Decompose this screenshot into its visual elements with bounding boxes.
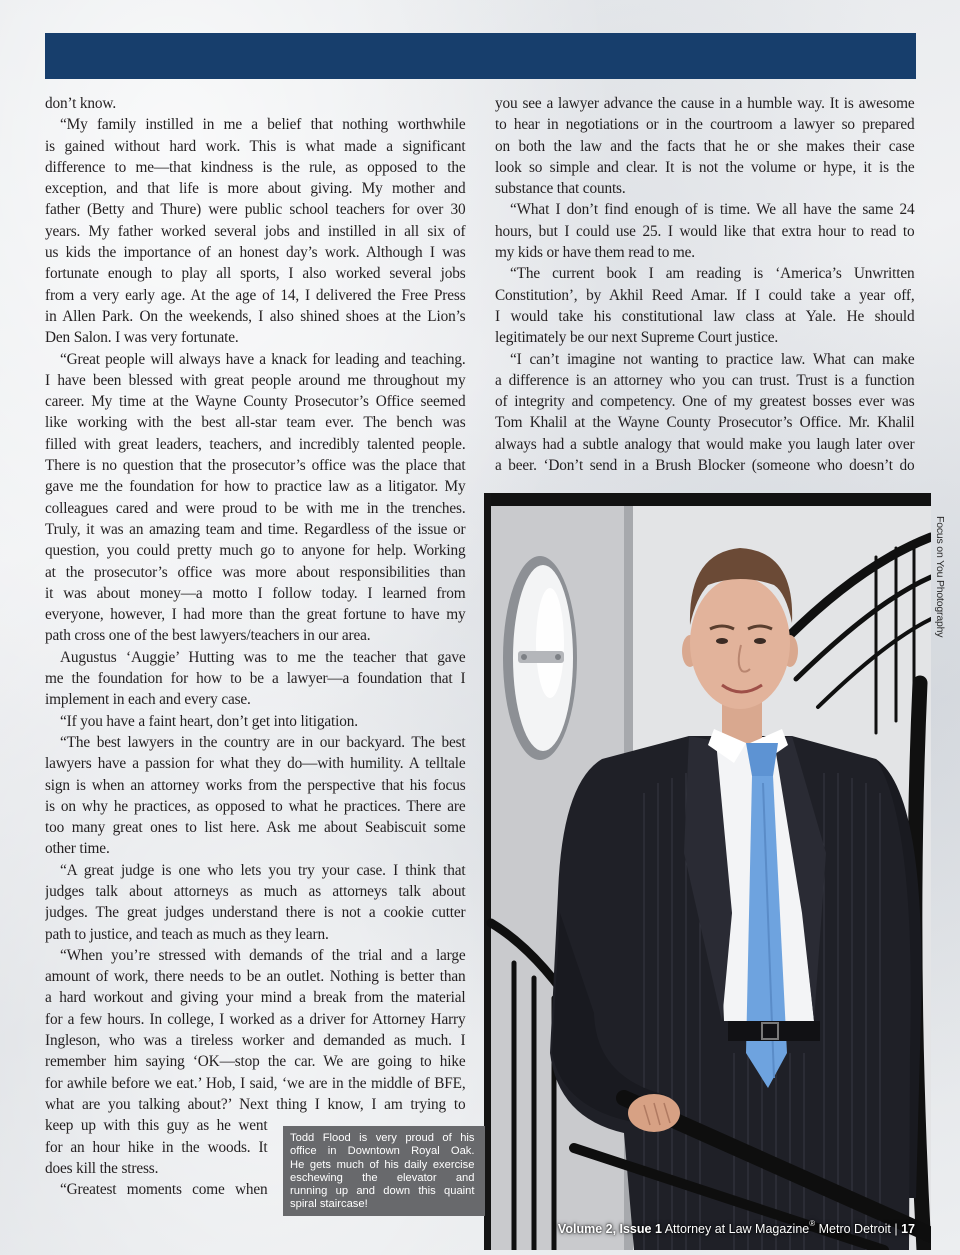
text-line-content: me the foundation for how to be a lawyer—a foundation that I xyxy=(45,670,466,688)
left-eye xyxy=(716,638,728,644)
text-line xyxy=(495,242,915,263)
text-line-content: “Greatest moments come when xyxy=(60,1181,268,1199)
text-line xyxy=(495,327,915,348)
text-line-content: exception, and that life is more about giving. My mother and xyxy=(45,180,466,198)
paragraph xyxy=(45,860,466,945)
text-line-content: for an hour hike in the woods. It xyxy=(45,1138,268,1156)
text-line-content: a beer. ‘Don’t send in a Brush Blocker (someone who doesn’t do xyxy=(495,457,915,475)
paragraph xyxy=(495,93,915,199)
text-line xyxy=(45,370,466,391)
text-line xyxy=(45,157,466,178)
text-line xyxy=(45,412,466,433)
text-line xyxy=(45,1009,466,1030)
paragraph xyxy=(495,263,915,348)
issue-label: Volume 2, Issue 1 xyxy=(557,1222,662,1236)
text-line xyxy=(495,93,915,114)
text-line-content: too many great ones to list here. Ask me about Seabiscuit some xyxy=(45,819,466,837)
text-line xyxy=(45,285,466,306)
text-line-content: everyone, however, I had more than the great fortune to have my xyxy=(45,606,466,624)
text-line xyxy=(45,668,466,689)
text-line xyxy=(45,349,466,370)
paragraph xyxy=(495,349,915,477)
text-line xyxy=(495,285,915,306)
text-line-content: career. My time at the Wayne County Prosecutor’s Office seemed xyxy=(45,393,466,411)
text-line-content: for awhile before we eat.’ Hob, I said, ‘we are in the middle of BFE, xyxy=(45,1074,466,1092)
text-line-content: gave me the foundation for how to practice law as a litigator. My xyxy=(45,478,466,496)
text-line xyxy=(45,1073,466,1094)
text-line xyxy=(45,476,466,497)
text-line-content: “If you have a faint heart, don’t get into litigation. xyxy=(60,712,358,730)
text-line-content: my kids or have them read to me. xyxy=(495,244,695,262)
text-line xyxy=(45,881,466,902)
hand xyxy=(628,1094,680,1132)
text-line xyxy=(45,647,466,668)
text-line-content: other time. xyxy=(45,840,110,858)
text-line xyxy=(495,157,915,178)
text-line xyxy=(45,817,466,838)
edition-name: Metro Detroit xyxy=(818,1222,891,1236)
photo-caption xyxy=(283,1126,485,1216)
text-line xyxy=(45,221,466,242)
text-line-content: legitimately be our next Supreme Court justice. xyxy=(495,329,779,347)
text-line-content: is gained without hard work. This is what made a significant xyxy=(45,137,466,155)
text-line-content: I have been blessed with great people around me throughout my xyxy=(45,371,466,389)
text-line xyxy=(45,455,466,476)
text-line xyxy=(45,1158,268,1179)
text-line xyxy=(45,689,466,710)
text-line-content: substance that counts. xyxy=(495,180,626,198)
paragraph xyxy=(45,114,466,348)
text-line xyxy=(45,199,466,220)
text-line-content: lawyers have a passion for what they do—with humility. A telltale xyxy=(45,755,466,773)
text-line-content: “The current book I am reading is ‘America’s Unwritten xyxy=(510,265,915,283)
top-banner xyxy=(45,33,916,79)
text-line xyxy=(290,1132,475,1145)
text-line xyxy=(45,924,466,945)
page-footer xyxy=(558,1220,915,1238)
text-line-content: Truly, it was an amazing team and time. Regardless of the issue or xyxy=(45,520,466,538)
text-line xyxy=(495,349,915,370)
text-line-content: remember him saying ‘OK—stop the car. We are going to hike xyxy=(45,1053,466,1071)
paragraph xyxy=(45,732,466,860)
paragraph xyxy=(45,349,466,647)
text-line-content: a hard workout and giving your mind a break from the material xyxy=(45,989,466,1007)
page-number: 17 xyxy=(901,1222,915,1236)
face xyxy=(690,577,790,709)
lamp-screw xyxy=(521,654,527,660)
text-line xyxy=(45,732,466,753)
text-line-content: father (Betty and Thure) were public school teachers for over 30 xyxy=(45,201,466,219)
text-line xyxy=(495,370,915,391)
text-line-content: a difference is an attorney who you can trust. Trust is a function xyxy=(495,371,915,389)
photo-ceiling-shadow xyxy=(484,493,931,506)
text-line-content: does kill the stress. xyxy=(45,1159,159,1177)
text-line-content: office in Downtown Royal Oak. xyxy=(290,1145,475,1158)
text-line-content: eschewing the elevator and xyxy=(290,1171,475,1184)
text-line-content: “I can’t imagine not wanting to practice law. What can make xyxy=(510,350,915,368)
text-line xyxy=(495,136,915,157)
text-line-content: “When you’re stressed with demands of the trial and a large xyxy=(60,946,466,964)
lamp-screw xyxy=(555,654,561,660)
text-line-content: years. My father worked several jobs and instilled in all six of xyxy=(45,222,466,240)
text-line-content: judges. The great judges understand there is not a cookie cutter xyxy=(45,904,466,922)
wall-lamp xyxy=(503,556,577,760)
text-line xyxy=(495,434,915,455)
text-line-content: fortunate enough to play all sports, I also worked several jobs xyxy=(45,265,466,283)
text-line-content: Tom Khalil at the Wayne County Prosecutor’s Office. Mr. Khalil xyxy=(495,414,915,432)
text-line xyxy=(45,711,466,732)
paragraph xyxy=(45,93,466,114)
paragraph xyxy=(45,711,466,732)
text-line-content: implement in each and every case. xyxy=(45,691,251,709)
photo-left-border xyxy=(484,493,491,1250)
text-line xyxy=(45,966,466,987)
text-line-content: difference to me—that kindness is the rule, as opposed to the xyxy=(45,158,466,176)
text-line-content: don’t know. xyxy=(45,95,117,112)
text-line xyxy=(45,306,466,327)
text-line-content: “The best lawyers in the country are in our backyard. The best xyxy=(60,733,466,751)
text-line xyxy=(45,519,466,540)
text-line-content: like working with the best all-star team ever. The bench was xyxy=(45,414,466,432)
text-line xyxy=(495,199,915,220)
text-line xyxy=(495,455,915,476)
text-line-content: spiral staircase! xyxy=(290,1198,368,1211)
text-line-content: look so simple and clear. It is not the volume or hype, it is the xyxy=(495,158,915,176)
text-line xyxy=(45,391,466,412)
text-line-content: us kids the importance of an honest day’s work. Although I was xyxy=(45,244,466,262)
text-line xyxy=(45,498,466,519)
right-column xyxy=(495,93,915,476)
text-line-content: Augustus ‘Auggie’ Hutting was to me the teacher that gave xyxy=(60,648,466,666)
text-line xyxy=(290,1185,475,1198)
text-line-content: “My family instilled in me a belief that nothing worthwhile xyxy=(60,116,466,134)
text-line xyxy=(45,796,466,817)
photo-credit: Focus on You Photography xyxy=(934,516,946,638)
text-line xyxy=(45,838,466,859)
text-line-content: in Allen Park. On the weekends, I also shined shoes at the Lion’s xyxy=(45,307,466,325)
text-line-content: on both the law and the facts that he or she makes their case xyxy=(495,137,915,155)
portrait-photo xyxy=(484,493,931,1250)
text-line xyxy=(45,178,466,199)
text-line xyxy=(45,242,466,263)
text-line-content: judges talk about attorneys as much as attorneys talk about xyxy=(45,882,466,900)
lamp-highlight xyxy=(536,588,564,698)
text-line-content: at the prosecutor’s office was more about responsibilities than xyxy=(45,563,466,581)
text-line-content: sign is when an attorney works from the perspective that his focus xyxy=(45,776,466,794)
text-line-content: path cross one of the best lawyers/teachers in our area. xyxy=(45,627,371,645)
paragraph xyxy=(45,647,466,711)
text-line-content: Todd Flood is very proud of his xyxy=(290,1132,475,1144)
text-line xyxy=(495,391,915,412)
text-line-content: There is no question that the prosecutor’s office was the place that xyxy=(45,457,466,475)
hand-on-rail xyxy=(628,1094,680,1132)
text-line xyxy=(495,178,915,199)
text-line xyxy=(45,1179,268,1200)
text-line xyxy=(45,1030,466,1051)
text-line xyxy=(45,775,466,796)
text-line xyxy=(45,327,466,348)
right-eye xyxy=(754,638,766,644)
text-line xyxy=(45,583,466,604)
text-line xyxy=(45,753,466,774)
text-line-content: colleagues cared and were proud to be with me in the trenches. xyxy=(45,499,466,517)
text-line-content: path to justice, and teach as much as they learn. xyxy=(45,925,329,943)
text-line-content: amount of work, there needs to be an outlet. Nothing is better than xyxy=(45,968,466,986)
text-line-content: He gets much of his daily exercise xyxy=(290,1158,475,1171)
text-line-content: of integrity and competency. One of my greatest bosses ever was xyxy=(495,393,915,411)
text-line xyxy=(290,1159,475,1172)
text-line xyxy=(45,136,466,157)
text-line-content: filled with great leaders, teachers, and incredibly talented people. xyxy=(45,435,466,453)
registered-mark: ® xyxy=(809,1219,816,1228)
text-line xyxy=(45,860,466,881)
text-line xyxy=(495,114,915,135)
text-line xyxy=(45,625,466,646)
text-line-content: is on why he practices, as opposed to what he practices. There are xyxy=(45,797,466,815)
text-line-content: to hear in negotiations or in the courtroom a lawyer so prepared xyxy=(495,116,915,134)
text-line xyxy=(45,1094,466,1115)
text-line-content: hours, but I could use 25. I would like that extra hour to read to xyxy=(495,222,915,240)
text-line-content: what are you talking about?’ Next thing I know, I am trying to xyxy=(45,1095,466,1113)
text-line xyxy=(45,114,466,135)
text-line-content: from a very early age. At the age of 14, I delivered the Free Press xyxy=(45,286,466,304)
text-line xyxy=(290,1172,475,1185)
left-column xyxy=(45,93,466,1200)
text-line-content: running up and down this quaint xyxy=(290,1185,475,1198)
text-line xyxy=(495,221,915,242)
text-line-content: “What I don’t find enough of is time. We all have the same 24 xyxy=(510,201,915,219)
text-line-content: always had a subtle analogy that would make you laugh later over xyxy=(495,435,915,453)
text-line xyxy=(45,604,466,625)
text-line xyxy=(45,93,466,114)
text-line xyxy=(45,945,466,966)
text-line-content: Den Salon. I was very fortunate. xyxy=(45,329,239,347)
text-line xyxy=(45,263,466,284)
paragraph xyxy=(495,199,915,263)
text-line-content: keep up with this guy as he went xyxy=(45,1117,268,1135)
text-line-content: Constitution’, by Akhil Reed Amar. If I could take a year off, xyxy=(495,286,915,304)
text-line-content: for a few hours. In college, I worked as a driver for Attorney Harry xyxy=(45,1010,466,1028)
magazine-name: Attorney at Law Magazine xyxy=(664,1222,810,1236)
text-line xyxy=(45,1115,268,1136)
text-line xyxy=(495,306,915,327)
footer-separator: | xyxy=(894,1222,898,1236)
text-line-content: “A great judge is one who lets you try your case. I think that xyxy=(60,861,466,879)
text-line xyxy=(495,263,915,284)
text-line-content: Ingleson, who was a tireless worker and demanded as much. I xyxy=(45,1032,466,1050)
text-line xyxy=(290,1198,475,1211)
text-line xyxy=(45,540,466,561)
text-line-content: “Great people will always have a knack for leading and teaching. xyxy=(60,350,466,368)
text-line xyxy=(290,1145,475,1158)
text-line xyxy=(45,434,466,455)
text-line-content: you see a lawyer advance the cause in a humble way. It is awesome xyxy=(495,95,915,112)
text-line-content: it was about money—a motto I follow today. I learned from xyxy=(45,584,466,602)
text-line-content: I would take his constitutional law class at Yale. He should xyxy=(495,307,915,325)
text-line xyxy=(45,1137,268,1158)
text-line xyxy=(495,412,915,433)
text-line xyxy=(45,987,466,1008)
text-line xyxy=(45,902,466,923)
text-line-content: question, you could pretty much go to anyone for help. Working xyxy=(45,542,466,560)
text-line xyxy=(45,1051,466,1072)
text-line xyxy=(45,562,466,583)
